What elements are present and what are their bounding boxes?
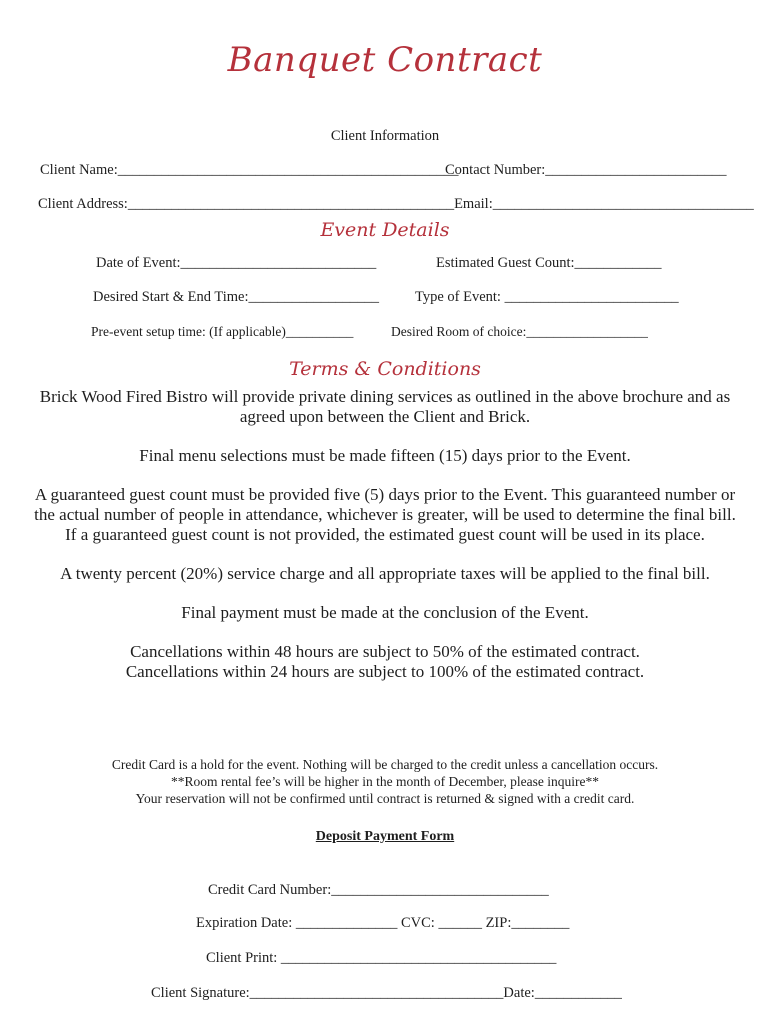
terms-paragraph-menu: Final menu selections must be made fifteen (15) days prior to the Event. xyxy=(139,446,631,465)
credit-card-number-field: Credit Card Number:______________________________ xyxy=(208,882,549,898)
expiration-cvc-zip-field: Expiration Date: ______________ CVC: ______ ZIP:________ xyxy=(196,915,570,931)
terms-paragraph-services: Brick Wood Fired Bistro will provide private dining services as outlined in the above brochure and as agreed upon between the Client and Brick. xyxy=(39,387,731,426)
client-print-field: Client Print: ______________________________________ xyxy=(206,950,557,966)
document-title: Banquet Contract xyxy=(227,40,543,80)
terms-heading: Terms & Conditions xyxy=(289,358,481,380)
setup-time-field: Pre-event setup time: (If applicable)__________ xyxy=(91,324,354,339)
event-details-heading: Event Details xyxy=(320,219,450,241)
terms-cancellation-48: Cancellations within 48 hours are subject to 50% of the estimated contract. xyxy=(130,642,640,661)
terms-paragraph-service-charge: A twenty percent (20%) service charge and all appropriate taxes will be applied to the final bill. xyxy=(60,564,710,583)
terms-body xyxy=(30,387,740,682)
terms-cancellation-24: Cancellations within 24 hours are subject to 100% of the estimated contract. xyxy=(125,662,645,681)
terms-paragraph-guest-count: A guaranteed guest count must be provided five (5) days prior to the Event. This guaranteed number or the actual number of people in attendance, whichever is greater, will be used to determine the final bill. If a guaranteed guest count is not provided, the estimated guest count will be used in its place. xyxy=(34,485,736,544)
terms-paragraph-payment: Final payment must be made at the conclusion of the Event. xyxy=(181,603,589,622)
note-reservation: Your reservation will not be confirmed until contract is returned & signed with a credit card. xyxy=(135,791,635,806)
desired-room-field: Desired Room of choice:__________________ xyxy=(391,324,648,339)
client-signature-date-field: Client Signature:___________________________________Date:____________ xyxy=(151,985,622,1001)
start-end-time-field: Desired Start & End Time:__________________ xyxy=(93,289,379,305)
date-of-event-field: Date of Event:___________________________ xyxy=(96,255,377,271)
credit-card-notes xyxy=(0,756,770,807)
note-room-fee: **Room rental fee’s will be higher in the month of December, please inquire** xyxy=(171,774,599,789)
client-information-heading: Client Information xyxy=(330,128,440,144)
client-address-email-field: Client Address:_____________________________________________Email:____________________________________ xyxy=(38,196,754,212)
client-name-field: Client Name:_______________________________________________ xyxy=(40,162,459,178)
type-of-event-field: Type of Event: ________________________ xyxy=(415,289,679,305)
contact-number-field: Contact Number:_________________________ xyxy=(445,162,727,178)
note-credit-hold: Credit Card is a hold for the event. Nothing will be charged to the credit unless a cancellation occurs. xyxy=(111,757,659,772)
deposit-form-heading: Deposit Payment Form xyxy=(315,829,455,844)
guest-count-field: Estimated Guest Count:____________ xyxy=(436,255,662,271)
